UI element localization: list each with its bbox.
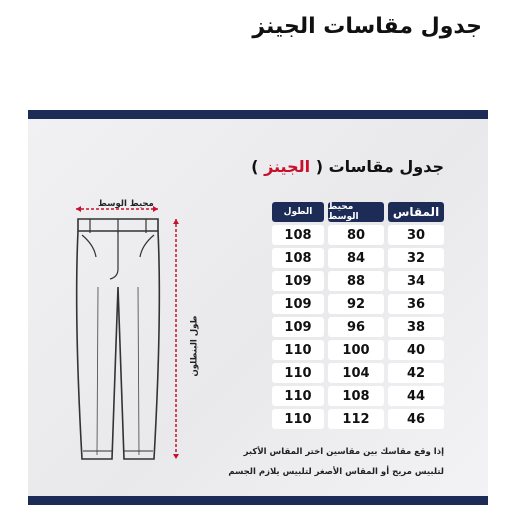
cell-length: 110 <box>272 386 324 406</box>
size-chart-panel <box>28 119 488 496</box>
cell-waist: 108 <box>328 386 384 406</box>
cell-size: 38 <box>388 317 444 337</box>
cell-size: 44 <box>388 386 444 406</box>
chart-title <box>251 157 444 176</box>
size-note-line-1: إذا وقع مقاسك بين مقاسين اختر المقاس الأكبر <box>243 447 444 457</box>
cell-length: 109 <box>272 317 324 337</box>
table-row <box>272 363 444 383</box>
cell-waist: 112 <box>328 409 384 429</box>
table-header-row <box>272 202 444 222</box>
chart-title-accent: الجينز <box>264 157 311 176</box>
cell-size: 32 <box>388 248 444 268</box>
cell-size: 30 <box>388 225 444 245</box>
table-row <box>272 340 444 360</box>
chart-title-suffix: ) <box>251 157 259 176</box>
cell-length: 110 <box>272 363 324 383</box>
page-title: جدول مقاسات الجينز <box>252 14 482 39</box>
top-divider-bar <box>28 110 488 119</box>
table-row <box>272 317 444 337</box>
cell-waist: 92 <box>328 294 384 314</box>
header-length: الطول <box>272 202 324 222</box>
size-table <box>272 202 444 432</box>
cell-length: 110 <box>272 340 324 360</box>
cell-waist: 84 <box>328 248 384 268</box>
table-row <box>272 248 444 268</box>
cell-waist: 100 <box>328 340 384 360</box>
cell-size: 36 <box>388 294 444 314</box>
cell-size: 40 <box>388 340 444 360</box>
cell-waist: 80 <box>328 225 384 245</box>
cell-length: 108 <box>272 225 324 245</box>
bottom-divider-bar <box>28 496 488 505</box>
cell-length: 108 <box>272 248 324 268</box>
table-row <box>272 386 444 406</box>
cell-size: 42 <box>388 363 444 383</box>
pants-outline-icon <box>68 197 188 467</box>
header-waist: محيط الوسط <box>328 202 384 222</box>
size-note-line-2: لتلبيس مريح أو المقاس الأصغر لتلبيس يلازم الجسم <box>228 467 444 477</box>
cell-length: 109 <box>272 294 324 314</box>
cell-size: 34 <box>388 271 444 291</box>
table-row <box>272 225 444 245</box>
table-row <box>272 271 444 291</box>
header-size: المقاس <box>388 202 444 222</box>
length-label: طول البنطلون <box>189 315 200 377</box>
cell-waist: 104 <box>328 363 384 383</box>
chart-title-prefix: جدول مقاسات ( <box>315 157 444 176</box>
cell-waist: 96 <box>328 317 384 337</box>
cell-length: 109 <box>272 271 324 291</box>
table-row <box>272 409 444 429</box>
waist-label: محيط الوسط <box>98 199 154 209</box>
cell-length: 110 <box>272 409 324 429</box>
cell-waist: 88 <box>328 271 384 291</box>
table-row <box>272 294 444 314</box>
cell-size: 46 <box>388 409 444 429</box>
